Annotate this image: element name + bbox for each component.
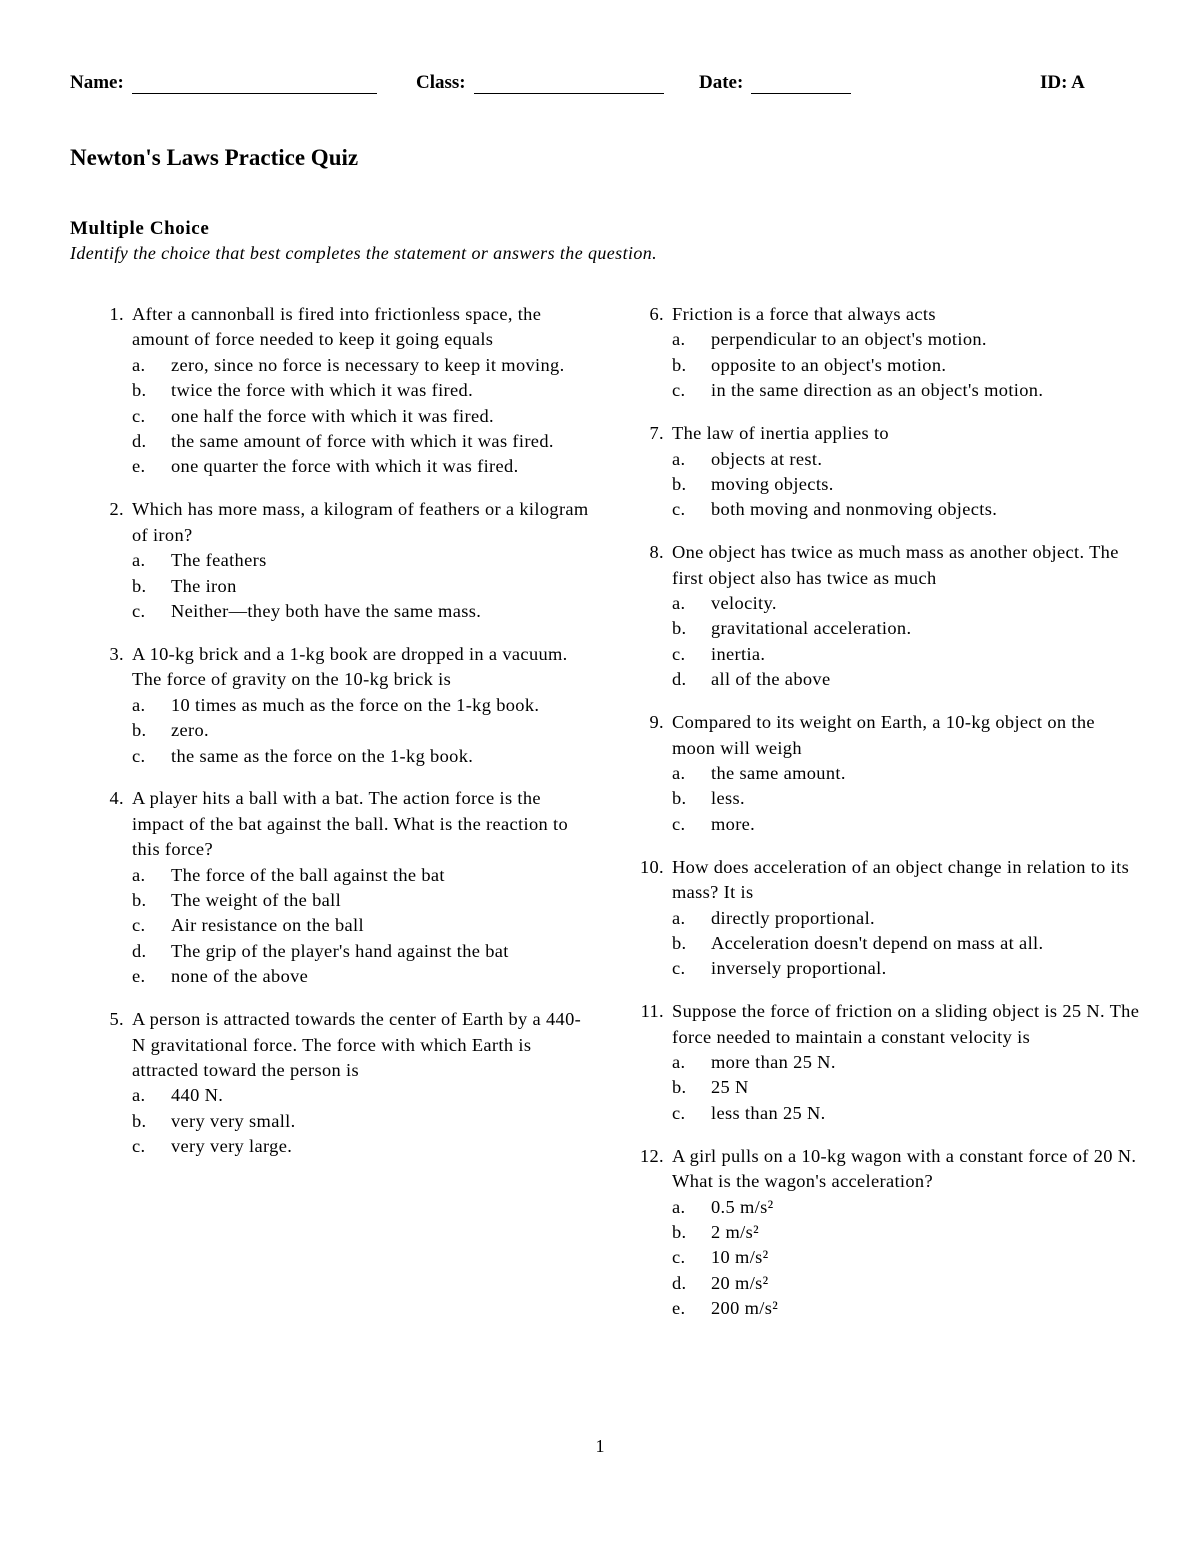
question-number: 12. — [639, 1145, 664, 1166]
question-text: After a cannonball is fired into frictionless space, the amount of force needed to keep it going equals — [132, 304, 542, 350]
page-number: 1 — [595, 1436, 605, 1456]
option-text: twice the force with which it was fired. — [171, 380, 474, 401]
answer-option[interactable] — [672, 931, 1140, 956]
option-letter: c. — [672, 1247, 686, 1268]
answer-option[interactable] — [672, 447, 1140, 472]
question-item — [90, 302, 590, 480]
answer-option[interactable] — [132, 353, 590, 378]
question-item — [90, 786, 590, 989]
option-text: velocity. — [711, 593, 777, 614]
question-text: A person is attracted towards the center of Earth by a 440-N gravitational force. The force with which Earth is attracted toward the person is — [132, 1009, 582, 1080]
answer-option[interactable] — [672, 786, 1140, 811]
question-item — [90, 497, 590, 624]
date-blank-line[interactable] — [751, 75, 851, 94]
question-item — [630, 540, 1140, 692]
option-text: less. — [711, 788, 745, 809]
answer-option[interactable] — [672, 472, 1140, 497]
option-text: objects at rest. — [711, 448, 823, 469]
option-letter: e. — [132, 456, 146, 477]
answer-option[interactable] — [132, 718, 590, 743]
option-text: inertia. — [711, 643, 766, 664]
option-letter: a. — [132, 550, 146, 571]
question-item — [630, 855, 1140, 982]
answer-option[interactable] — [132, 599, 590, 624]
answer-option[interactable] — [132, 744, 590, 769]
name-field — [70, 72, 377, 94]
answer-option[interactable] — [132, 429, 590, 454]
option-letter: c. — [672, 813, 686, 834]
answer-option[interactable] — [132, 454, 590, 479]
name-label: Name: — [70, 72, 124, 93]
answer-option[interactable] — [132, 863, 590, 888]
option-text: in the same direction as an object's motion. — [711, 380, 1044, 401]
option-letter: a. — [132, 354, 146, 375]
class-label: Class: — [416, 72, 466, 93]
option-text: 200 m/s² — [711, 1298, 779, 1319]
option-letter: a. — [672, 1052, 686, 1073]
answer-option[interactable] — [672, 327, 1140, 352]
option-letter: a. — [132, 1085, 146, 1106]
question-item — [630, 999, 1140, 1126]
option-letter: a. — [672, 1196, 686, 1217]
questions-left-column — [90, 302, 590, 1177]
option-text: gravitational acceleration. — [711, 618, 912, 639]
question-number: 5. — [109, 1009, 124, 1030]
option-text: The iron — [171, 575, 237, 596]
option-text: directly proportional. — [711, 907, 875, 928]
question-text: Which has more mass, a kilogram of feathers or a kilogram of iron? — [132, 499, 589, 545]
option-text: The feathers — [171, 550, 267, 571]
option-letter: c. — [132, 600, 146, 621]
question-number: 10. — [639, 856, 664, 877]
option-text: The force of the ball against the bat — [171, 864, 445, 885]
date-label: Date: — [699, 72, 744, 93]
option-text: 25 N — [711, 1077, 749, 1098]
option-letter: a. — [672, 329, 686, 350]
question-text: The law of inertia applies to — [672, 423, 889, 444]
option-letter: a. — [672, 593, 686, 614]
name-blank-line[interactable] — [132, 75, 377, 94]
answer-option[interactable] — [672, 378, 1140, 403]
option-text: none of the above — [171, 966, 309, 987]
question-text: Suppose the force of friction on a sliding object is 25 N. The force needed to maintain a constant velocity is — [672, 1001, 1140, 1047]
option-letter: b. — [672, 1222, 687, 1242]
question-item — [630, 302, 1140, 404]
answer-option[interactable] — [672, 642, 1140, 667]
option-letter: b. — [132, 1110, 147, 1131]
question-number: 3. — [109, 643, 124, 664]
option-letter: b. — [132, 720, 147, 741]
option-letter: d. — [672, 669, 687, 690]
option-text: perpendicular to an object's motion. — [711, 329, 987, 350]
answer-option[interactable] — [672, 812, 1140, 837]
question-item — [90, 642, 590, 769]
option-text: The weight of the ball — [171, 890, 342, 911]
option-text: opposite to an object's motion. — [711, 354, 947, 375]
answer-option[interactable] — [672, 667, 1140, 692]
option-text: the same amount of force with which it was fired. — [171, 431, 554, 452]
header-row — [70, 72, 1100, 102]
option-letter: c. — [132, 1136, 146, 1157]
answer-option[interactable] — [132, 888, 590, 913]
question-item — [630, 1144, 1140, 1322]
option-text: Air resistance on the ball — [171, 915, 364, 936]
option-letter: d. — [132, 940, 147, 961]
option-letter: b. — [132, 890, 147, 911]
answer-option[interactable] — [132, 1134, 590, 1159]
answer-option[interactable] — [672, 1101, 1140, 1126]
option-text: 0.5 m/s² — [711, 1196, 774, 1217]
option-text: moving objects. — [711, 473, 834, 494]
answer-option[interactable] — [132, 548, 590, 573]
date-field — [699, 72, 851, 94]
answer-option[interactable] — [672, 1271, 1140, 1296]
question-number: 6. — [649, 304, 664, 324]
option-letter: e. — [132, 966, 146, 987]
question-item — [630, 421, 1140, 523]
option-letter: c. — [672, 643, 686, 664]
option-text: one half the force with which it was fired. — [171, 405, 494, 426]
option-letter: d. — [132, 431, 147, 452]
question-text: A girl pulls on a 10-kg wagon with a constant force of 20 N. What is the wagon's acceleration? — [672, 1145, 1137, 1192]
option-text: zero. — [171, 720, 209, 741]
option-letter: b. — [672, 788, 687, 809]
question-number: 2. — [109, 499, 124, 520]
answer-option[interactable] — [672, 761, 1140, 786]
option-letter: b. — [672, 473, 687, 494]
section-title: Multiple Choice — [70, 218, 210, 239]
question-text: Friction is a force that always acts — [672, 304, 936, 324]
option-text: Neither—they both have the same mass. — [171, 600, 482, 621]
answer-option[interactable] — [672, 616, 1140, 641]
option-text: one quarter the force with which it was fired. — [171, 456, 519, 477]
answer-option[interactable] — [132, 939, 590, 964]
option-text: 10 times as much as the force on the 1-kg book. — [171, 694, 540, 715]
question-number: 7. — [649, 423, 664, 444]
option-text: 440 N. — [171, 1085, 224, 1106]
option-text: very very large. — [171, 1136, 293, 1157]
id-label: ID: A — [1040, 72, 1085, 93]
option-text: zero, since no force is necessary to keep it moving. — [171, 354, 565, 375]
question-item — [90, 1007, 590, 1159]
answer-option[interactable] — [672, 906, 1140, 931]
question-text: A player hits a ball with a bat. The action force is the impact of the bat against the ball. What is the reaction to this force? — [132, 788, 569, 860]
instructions: Identify the choice that best completes the statement or answers the question. — [70, 243, 658, 263]
option-letter: a. — [132, 864, 146, 885]
option-letter: a. — [672, 907, 686, 928]
answer-option[interactable] — [132, 404, 590, 429]
option-letter: b. — [672, 932, 687, 953]
answer-option[interactable] — [672, 956, 1140, 981]
answer-option[interactable] — [132, 574, 590, 599]
answer-option[interactable] — [132, 693, 590, 718]
answer-option[interactable] — [672, 353, 1140, 378]
questions-right-column — [630, 302, 1140, 1339]
option-text: all of the above — [711, 669, 831, 690]
option-letter: b. — [672, 354, 687, 375]
class-field — [416, 72, 664, 94]
answer-option[interactable] — [132, 913, 590, 938]
option-letter: e. — [672, 1298, 686, 1319]
option-letter: c. — [132, 915, 146, 936]
answer-option[interactable] — [672, 591, 1140, 616]
answer-option[interactable] — [132, 1109, 590, 1134]
option-text: more. — [711, 813, 756, 834]
option-letter: c. — [672, 380, 686, 401]
option-text: less than 25 N. — [711, 1102, 826, 1123]
answer-option[interactable] — [672, 1220, 1140, 1245]
question-number: 11. — [640, 1001, 664, 1022]
answer-option[interactable] — [672, 1075, 1140, 1100]
answer-option[interactable] — [132, 964, 590, 989]
option-letter: a. — [672, 763, 686, 783]
option-text: inversely proportional. — [711, 958, 887, 979]
answer-option[interactable] — [672, 1245, 1140, 1270]
answer-option[interactable] — [672, 1195, 1140, 1220]
question-number: 8. — [649, 542, 664, 563]
option-text: 10 m/s² — [711, 1247, 769, 1268]
option-text: both moving and nonmoving objects. — [711, 499, 998, 520]
question-number: 1. — [109, 304, 124, 324]
question-number: 4. — [109, 788, 124, 809]
answer-option[interactable] — [672, 497, 1140, 522]
option-letter: b. — [672, 618, 687, 639]
option-text: the same as the force on the 1-kg book. — [171, 745, 474, 766]
question-text: One object has twice as much mass as another object. The first object also has twice as much — [672, 542, 1119, 588]
option-letter: c. — [132, 745, 146, 766]
option-letter: b. — [132, 380, 147, 401]
option-letter: c. — [672, 499, 686, 520]
answer-option[interactable] — [132, 1083, 590, 1108]
option-letter: b. — [672, 1077, 687, 1098]
option-letter: d. — [672, 1272, 687, 1293]
option-text: Acceleration doesn't depend on mass at all. — [711, 932, 1044, 953]
option-letter: a. — [672, 448, 686, 469]
option-letter: c. — [672, 958, 686, 979]
question-text: Compared to its weight on Earth, a 10-kg object on the moon will weigh — [672, 712, 1095, 758]
option-text: 20 m/s² — [711, 1272, 769, 1293]
question-text: A 10-kg brick and a 1-kg book are dropped in a vacuum. The force of gravity on the 10-kg brick is — [132, 643, 568, 690]
answer-option[interactable] — [672, 1050, 1140, 1075]
option-text: more than 25 N. — [711, 1052, 836, 1073]
option-letter: c. — [672, 1102, 686, 1123]
option-text: 2 m/s² — [711, 1222, 759, 1242]
question-text: How does acceleration of an object change in relation to its mass? It is — [672, 856, 1130, 903]
option-letter: a. — [132, 694, 146, 715]
question-number: 9. — [649, 712, 664, 733]
question-item — [630, 710, 1140, 837]
option-text: very very small. — [171, 1110, 296, 1131]
option-text: the same amount. — [711, 763, 846, 783]
option-letter: b. — [132, 575, 147, 596]
option-text: The grip of the player's hand against the bat — [171, 940, 509, 961]
answer-option[interactable] — [672, 1296, 1140, 1321]
class-blank-line[interactable] — [474, 75, 664, 94]
quiz-title: Newton's Laws Practice Quiz — [70, 145, 359, 170]
option-letter: c. — [132, 405, 146, 426]
answer-option[interactable] — [132, 378, 590, 403]
